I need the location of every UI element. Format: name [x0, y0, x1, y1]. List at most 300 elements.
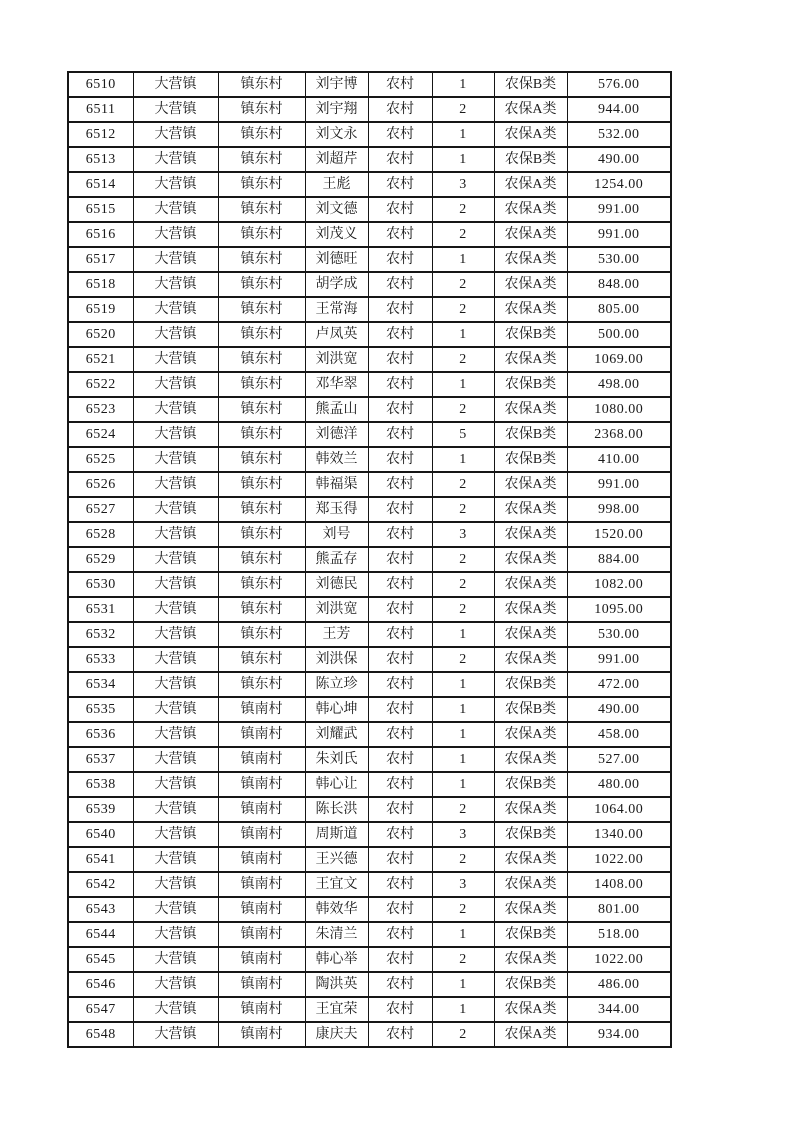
- cell-member-count: 3: [432, 522, 494, 547]
- cell-town: 大营镇: [133, 297, 218, 322]
- cell-village: 镇南村: [218, 847, 305, 872]
- cell-resident-type: 农村: [368, 747, 432, 772]
- cell-town: 大营镇: [133, 447, 218, 472]
- cell-person-name: 周斯道: [305, 822, 368, 847]
- cell-insurance-category: 农保B类: [494, 972, 567, 997]
- cell-resident-type: 农村: [368, 547, 432, 572]
- cell-amount: 1520.00: [567, 522, 671, 547]
- cell-resident-type: 农村: [368, 622, 432, 647]
- cell-member-count: 1: [432, 322, 494, 347]
- cell-amount: 991.00: [567, 197, 671, 222]
- cell-village: 镇东村: [218, 622, 305, 647]
- cell-amount: 490.00: [567, 697, 671, 722]
- cell-insurance-category: 农保B类: [494, 72, 567, 97]
- table-row: [68, 247, 671, 272]
- cell-insurance-category: 农保A类: [494, 947, 567, 972]
- cell-amount: 1095.00: [567, 597, 671, 622]
- cell-sequence-number: 6544: [68, 922, 133, 947]
- cell-amount: 530.00: [567, 247, 671, 272]
- cell-resident-type: 农村: [368, 197, 432, 222]
- table-row: [68, 497, 671, 522]
- cell-village: 镇南村: [218, 822, 305, 847]
- cell-town: 大营镇: [133, 272, 218, 297]
- cell-town: 大营镇: [133, 422, 218, 447]
- cell-member-count: 1: [432, 672, 494, 697]
- table-row: [68, 872, 671, 897]
- cell-sequence-number: 6526: [68, 472, 133, 497]
- cell-resident-type: 农村: [368, 597, 432, 622]
- cell-town: 大营镇: [133, 547, 218, 572]
- cell-resident-type: 农村: [368, 497, 432, 522]
- cell-village: 镇东村: [218, 547, 305, 572]
- cell-amount: 498.00: [567, 372, 671, 397]
- cell-insurance-category: 农保B类: [494, 772, 567, 797]
- cell-sequence-number: 6532: [68, 622, 133, 647]
- cell-sequence-number: 6546: [68, 972, 133, 997]
- cell-village: 镇东村: [218, 247, 305, 272]
- cell-amount: 576.00: [567, 72, 671, 97]
- cell-insurance-category: 农保A类: [494, 1022, 567, 1047]
- cell-person-name: 刘宇博: [305, 72, 368, 97]
- cell-village: 镇南村: [218, 897, 305, 922]
- cell-amount: 991.00: [567, 472, 671, 497]
- cell-insurance-category: 农保A类: [494, 547, 567, 572]
- cell-sequence-number: 6510: [68, 72, 133, 97]
- cell-insurance-category: 农保A类: [494, 597, 567, 622]
- table-row: [68, 372, 671, 397]
- cell-village: 镇东村: [218, 197, 305, 222]
- table-row: [68, 347, 671, 372]
- table-row: [68, 722, 671, 747]
- cell-amount: 1069.00: [567, 347, 671, 372]
- cell-resident-type: 农村: [368, 347, 432, 372]
- cell-resident-type: 农村: [368, 897, 432, 922]
- cell-town: 大营镇: [133, 222, 218, 247]
- cell-person-name: 韩心让: [305, 772, 368, 797]
- cell-member-count: 1: [432, 747, 494, 772]
- cell-village: 镇南村: [218, 972, 305, 997]
- cell-member-count: 2: [432, 597, 494, 622]
- cell-insurance-category: 农保A类: [494, 572, 567, 597]
- cell-sequence-number: 6530: [68, 572, 133, 597]
- cell-sequence-number: 6533: [68, 647, 133, 672]
- table-row: [68, 997, 671, 1022]
- cell-resident-type: 农村: [368, 72, 432, 97]
- cell-person-name: 刘德旺: [305, 247, 368, 272]
- cell-insurance-category: 农保B类: [494, 822, 567, 847]
- table-row: [68, 447, 671, 472]
- cell-resident-type: 农村: [368, 797, 432, 822]
- cell-resident-type: 农村: [368, 972, 432, 997]
- cell-town: 大营镇: [133, 847, 218, 872]
- cell-person-name: 邓华翠: [305, 372, 368, 397]
- cell-person-name: 王兴德: [305, 847, 368, 872]
- cell-resident-type: 农村: [368, 722, 432, 747]
- table-row: [68, 622, 671, 647]
- cell-person-name: 韩效华: [305, 897, 368, 922]
- cell-resident-type: 农村: [368, 822, 432, 847]
- cell-person-name: 康庆夫: [305, 1022, 368, 1047]
- cell-village: 镇东村: [218, 222, 305, 247]
- cell-sequence-number: 6542: [68, 872, 133, 897]
- cell-person-name: 胡学成: [305, 272, 368, 297]
- cell-insurance-category: 农保B类: [494, 372, 567, 397]
- cell-village: 镇南村: [218, 922, 305, 947]
- cell-resident-type: 农村: [368, 572, 432, 597]
- cell-resident-type: 农村: [368, 147, 432, 172]
- cell-member-count: 2: [432, 897, 494, 922]
- cell-amount: 472.00: [567, 672, 671, 697]
- cell-insurance-category: 农保A类: [494, 122, 567, 147]
- cell-sequence-number: 6521: [68, 347, 133, 372]
- table-row: [68, 647, 671, 672]
- cell-person-name: 陶洪英: [305, 972, 368, 997]
- cell-insurance-category: 农保A类: [494, 222, 567, 247]
- table-row: [68, 297, 671, 322]
- cell-town: 大营镇: [133, 922, 218, 947]
- cell-person-name: 朱刘氏: [305, 747, 368, 772]
- cell-insurance-category: 农保A类: [494, 97, 567, 122]
- table-row: [68, 847, 671, 872]
- cell-village: 镇东村: [218, 322, 305, 347]
- cell-member-count: 2: [432, 397, 494, 422]
- cell-amount: 1064.00: [567, 797, 671, 822]
- cell-member-count: 2: [432, 797, 494, 822]
- cell-member-count: 2: [432, 272, 494, 297]
- cell-sequence-number: 6539: [68, 797, 133, 822]
- table-row: [68, 222, 671, 247]
- table-row: [68, 972, 671, 997]
- cell-sequence-number: 6548: [68, 1022, 133, 1047]
- cell-member-count: 2: [432, 197, 494, 222]
- cell-person-name: 王彪: [305, 172, 368, 197]
- cell-town: 大营镇: [133, 772, 218, 797]
- cell-village: 镇东村: [218, 397, 305, 422]
- cell-town: 大营镇: [133, 697, 218, 722]
- cell-person-name: 刘文德: [305, 197, 368, 222]
- cell-resident-type: 农村: [368, 472, 432, 497]
- cell-member-count: 1: [432, 247, 494, 272]
- cell-village: 镇东村: [218, 672, 305, 697]
- cell-resident-type: 农村: [368, 922, 432, 947]
- cell-village: 镇东村: [218, 72, 305, 97]
- cell-village: 镇东村: [218, 497, 305, 522]
- cell-insurance-category: 农保A类: [494, 347, 567, 372]
- cell-sequence-number: 6528: [68, 522, 133, 547]
- cell-person-name: 刘超芹: [305, 147, 368, 172]
- cell-town: 大营镇: [133, 872, 218, 897]
- cell-village: 镇南村: [218, 872, 305, 897]
- cell-amount: 530.00: [567, 622, 671, 647]
- cell-village: 镇东村: [218, 347, 305, 372]
- table-row: [68, 522, 671, 547]
- cell-resident-type: 农村: [368, 872, 432, 897]
- cell-town: 大营镇: [133, 122, 218, 147]
- cell-town: 大营镇: [133, 347, 218, 372]
- cell-town: 大营镇: [133, 322, 218, 347]
- cell-resident-type: 农村: [368, 672, 432, 697]
- cell-person-name: 韩效兰: [305, 447, 368, 472]
- cell-amount: 934.00: [567, 1022, 671, 1047]
- table-row: [68, 922, 671, 947]
- cell-member-count: 1: [432, 122, 494, 147]
- cell-insurance-category: 农保A类: [494, 622, 567, 647]
- cell-town: 大营镇: [133, 497, 218, 522]
- cell-amount: 500.00: [567, 322, 671, 347]
- cell-member-count: 1: [432, 147, 494, 172]
- table-row: [68, 697, 671, 722]
- table-row: [68, 422, 671, 447]
- cell-member-count: 2: [432, 97, 494, 122]
- cell-resident-type: 农村: [368, 447, 432, 472]
- cell-village: 镇东村: [218, 647, 305, 672]
- cell-amount: 991.00: [567, 222, 671, 247]
- cell-insurance-category: 农保A类: [494, 647, 567, 672]
- cell-member-count: 1: [432, 722, 494, 747]
- cell-member-count: 2: [432, 572, 494, 597]
- cell-town: 大营镇: [133, 797, 218, 822]
- cell-sequence-number: 6517: [68, 247, 133, 272]
- table-row: [68, 822, 671, 847]
- cell-person-name: 刘宇翔: [305, 97, 368, 122]
- cell-village: 镇南村: [218, 722, 305, 747]
- cell-resident-type: 农村: [368, 422, 432, 447]
- cell-member-count: 2: [432, 647, 494, 672]
- cell-member-count: 2: [432, 222, 494, 247]
- cell-amount: 805.00: [567, 297, 671, 322]
- cell-insurance-category: 农保A类: [494, 172, 567, 197]
- cell-sequence-number: 6515: [68, 197, 133, 222]
- cell-insurance-category: 农保A类: [494, 472, 567, 497]
- cell-village: 镇南村: [218, 997, 305, 1022]
- cell-person-name: 韩福渠: [305, 472, 368, 497]
- table-row: [68, 747, 671, 772]
- cell-resident-type: 农村: [368, 247, 432, 272]
- cell-insurance-category: 农保A类: [494, 397, 567, 422]
- cell-resident-type: 农村: [368, 322, 432, 347]
- cell-village: 镇东村: [218, 422, 305, 447]
- table-row: [68, 122, 671, 147]
- cell-insurance-category: 农保A类: [494, 997, 567, 1022]
- cell-sequence-number: 6540: [68, 822, 133, 847]
- cell-sequence-number: 6531: [68, 597, 133, 622]
- cell-member-count: 2: [432, 1022, 494, 1047]
- cell-member-count: 1: [432, 72, 494, 97]
- cell-person-name: 刘德民: [305, 572, 368, 597]
- cell-village: 镇东村: [218, 122, 305, 147]
- cell-person-name: 刘洪保: [305, 647, 368, 672]
- cell-member-count: 2: [432, 472, 494, 497]
- cell-village: 镇东村: [218, 447, 305, 472]
- table-row: [68, 97, 671, 122]
- cell-sequence-number: 6547: [68, 997, 133, 1022]
- cell-insurance-category: 农保B类: [494, 697, 567, 722]
- cell-insurance-category: 农保B类: [494, 147, 567, 172]
- cell-amount: 527.00: [567, 747, 671, 772]
- cell-person-name: 熊孟存: [305, 547, 368, 572]
- cell-person-name: 陈立珍: [305, 672, 368, 697]
- cell-resident-type: 农村: [368, 772, 432, 797]
- benefit-roster-table: [67, 71, 672, 1048]
- cell-insurance-category: 农保A类: [494, 847, 567, 872]
- cell-amount: 998.00: [567, 497, 671, 522]
- cell-member-count: 5: [432, 422, 494, 447]
- cell-insurance-category: 农保B类: [494, 422, 567, 447]
- cell-insurance-category: 农保A类: [494, 497, 567, 522]
- cell-village: 镇南村: [218, 947, 305, 972]
- table-row: [68, 472, 671, 497]
- cell-amount: 532.00: [567, 122, 671, 147]
- cell-resident-type: 农村: [368, 297, 432, 322]
- cell-person-name: 王宜文: [305, 872, 368, 897]
- cell-member-count: 2: [432, 297, 494, 322]
- cell-person-name: 陈长洪: [305, 797, 368, 822]
- cell-member-count: 3: [432, 822, 494, 847]
- cell-amount: 1082.00: [567, 572, 671, 597]
- cell-resident-type: 农村: [368, 1022, 432, 1047]
- cell-sequence-number: 6543: [68, 897, 133, 922]
- cell-insurance-category: 农保A类: [494, 297, 567, 322]
- cell-member-count: 2: [432, 497, 494, 522]
- table-row: [68, 197, 671, 222]
- cell-resident-type: 农村: [368, 522, 432, 547]
- cell-person-name: 王常海: [305, 297, 368, 322]
- cell-town: 大营镇: [133, 972, 218, 997]
- cell-town: 大营镇: [133, 97, 218, 122]
- table-row: [68, 172, 671, 197]
- cell-amount: 848.00: [567, 272, 671, 297]
- cell-amount: 1022.00: [567, 947, 671, 972]
- cell-town: 大营镇: [133, 947, 218, 972]
- cell-person-name: 刘洪宽: [305, 347, 368, 372]
- cell-town: 大营镇: [133, 172, 218, 197]
- cell-insurance-category: 农保A类: [494, 897, 567, 922]
- cell-resident-type: 农村: [368, 997, 432, 1022]
- cell-sequence-number: 6523: [68, 397, 133, 422]
- cell-town: 大营镇: [133, 822, 218, 847]
- table-row: [68, 947, 671, 972]
- cell-member-count: 1: [432, 622, 494, 647]
- cell-member-count: 3: [432, 872, 494, 897]
- cell-village: 镇南村: [218, 797, 305, 822]
- table-row: [68, 772, 671, 797]
- cell-resident-type: 农村: [368, 947, 432, 972]
- cell-sequence-number: 6518: [68, 272, 133, 297]
- cell-sequence-number: 6522: [68, 372, 133, 397]
- cell-person-name: 刘耀武: [305, 722, 368, 747]
- cell-member-count: 2: [432, 547, 494, 572]
- cell-sequence-number: 6545: [68, 947, 133, 972]
- cell-insurance-category: 农保A类: [494, 522, 567, 547]
- cell-town: 大营镇: [133, 572, 218, 597]
- cell-insurance-category: 农保B类: [494, 322, 567, 347]
- cell-amount: 1080.00: [567, 397, 671, 422]
- cell-town: 大营镇: [133, 372, 218, 397]
- cell-sequence-number: 6524: [68, 422, 133, 447]
- cell-person-name: 王芳: [305, 622, 368, 647]
- cell-resident-type: 农村: [368, 97, 432, 122]
- cell-amount: 410.00: [567, 447, 671, 472]
- table-body: [68, 72, 671, 1047]
- cell-amount: 1254.00: [567, 172, 671, 197]
- cell-sequence-number: 6514: [68, 172, 133, 197]
- cell-resident-type: 农村: [368, 222, 432, 247]
- cell-town: 大营镇: [133, 522, 218, 547]
- cell-insurance-category: 农保B类: [494, 447, 567, 472]
- cell-person-name: 王宜荣: [305, 997, 368, 1022]
- cell-town: 大营镇: [133, 1022, 218, 1047]
- cell-amount: 486.00: [567, 972, 671, 997]
- cell-sequence-number: 6511: [68, 97, 133, 122]
- cell-member-count: 1: [432, 372, 494, 397]
- cell-member-count: 2: [432, 847, 494, 872]
- cell-resident-type: 农村: [368, 172, 432, 197]
- cell-town: 大营镇: [133, 622, 218, 647]
- cell-amount: 944.00: [567, 97, 671, 122]
- cell-amount: 458.00: [567, 722, 671, 747]
- cell-person-name: 刘号: [305, 522, 368, 547]
- cell-person-name: 熊孟山: [305, 397, 368, 422]
- cell-village: 镇东村: [218, 172, 305, 197]
- cell-person-name: 刘洪宽: [305, 597, 368, 622]
- table-row: [68, 272, 671, 297]
- cell-insurance-category: 农保A类: [494, 747, 567, 772]
- cell-amount: 518.00: [567, 922, 671, 947]
- cell-person-name: 刘德洋: [305, 422, 368, 447]
- cell-village: 镇东村: [218, 97, 305, 122]
- cell-sequence-number: 6512: [68, 122, 133, 147]
- cell-person-name: 韩心举: [305, 947, 368, 972]
- cell-person-name: 刘文永: [305, 122, 368, 147]
- cell-insurance-category: 农保A类: [494, 872, 567, 897]
- cell-resident-type: 农村: [368, 847, 432, 872]
- cell-town: 大营镇: [133, 997, 218, 1022]
- cell-resident-type: 农村: [368, 697, 432, 722]
- cell-village: 镇南村: [218, 697, 305, 722]
- cell-town: 大营镇: [133, 247, 218, 272]
- table-row: [68, 897, 671, 922]
- cell-amount: 1340.00: [567, 822, 671, 847]
- cell-person-name: 刘茂义: [305, 222, 368, 247]
- cell-amount: 801.00: [567, 897, 671, 922]
- cell-resident-type: 农村: [368, 122, 432, 147]
- cell-village: 镇东村: [218, 522, 305, 547]
- cell-insurance-category: 农保A类: [494, 247, 567, 272]
- cell-sequence-number: 6534: [68, 672, 133, 697]
- cell-village: 镇南村: [218, 772, 305, 797]
- cell-amount: 480.00: [567, 772, 671, 797]
- table-row: [68, 72, 671, 97]
- cell-town: 大营镇: [133, 647, 218, 672]
- cell-village: 镇南村: [218, 1022, 305, 1047]
- cell-person-name: 郑玉得: [305, 497, 368, 522]
- cell-insurance-category: 农保B类: [494, 922, 567, 947]
- cell-town: 大营镇: [133, 197, 218, 222]
- cell-town: 大营镇: [133, 747, 218, 772]
- cell-member-count: 1: [432, 447, 494, 472]
- table-row: [68, 1022, 671, 1047]
- cell-village: 镇东村: [218, 147, 305, 172]
- cell-town: 大营镇: [133, 672, 218, 697]
- cell-sequence-number: 6538: [68, 772, 133, 797]
- table-row: [68, 597, 671, 622]
- cell-sequence-number: 6529: [68, 547, 133, 572]
- cell-amount: 2368.00: [567, 422, 671, 447]
- cell-sequence-number: 6527: [68, 497, 133, 522]
- cell-person-name: 卢凤英: [305, 322, 368, 347]
- cell-town: 大营镇: [133, 147, 218, 172]
- cell-amount: 1408.00: [567, 872, 671, 897]
